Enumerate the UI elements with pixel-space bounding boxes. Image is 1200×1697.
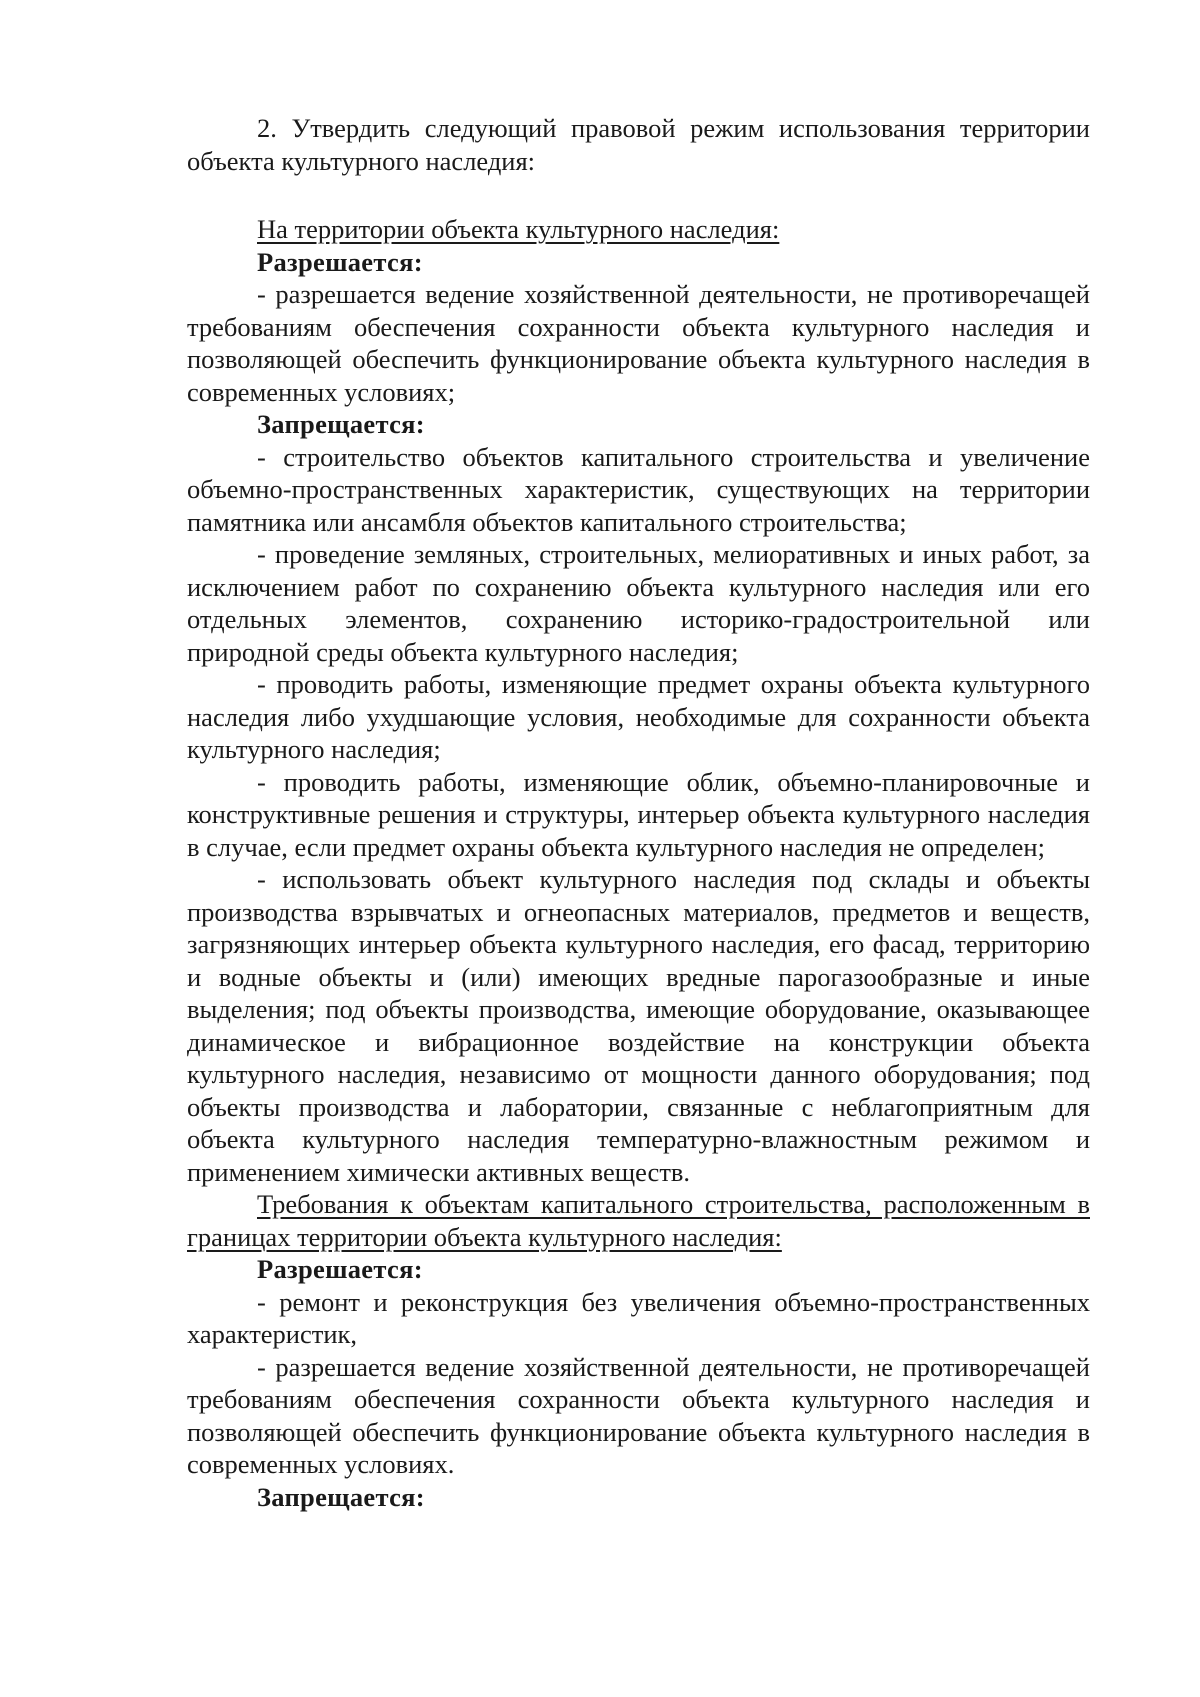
section1-allowed-item: - разрешается ведение хозяйственной деятельности, не противоречащей требованиям обеспечения сохранности объекта культурного наследия и позволяющей обеспечить функционирование объекта культурного наследия в современных условиях;	[187, 279, 1090, 407]
spacer	[187, 177, 1090, 213]
section2-allowed-item: - ремонт и реконструкция без увеличения объемно-пространственных характеристик,	[187, 1286, 1090, 1349]
section1-forbidden-item: - проводить работы, изменяющие облик, объемно-планировочные и конструктивные решения и структуры, интерьер объекта культурного наследия в случае, если предмет охраны объекта культурного наследия не определен;	[187, 766, 1090, 862]
intro-paragraph: 2. Утвердить следующий правовой режим использования территории объекта культурного наследия:	[187, 113, 1090, 176]
section1-forbidden-item: - проведение земляных, строительных, мелиоративных и иных работ, за исключением работ по сохранению объекта культурного наследия или его отдельных элементов, сохранению историко-градостроительной или природной среды объекта культурного наследия;	[187, 539, 1090, 667]
section2-allowed-label: Разрешается:	[257, 1254, 423, 1284]
section1-heading	[187, 213, 1090, 246]
section2-heading-text: Требования к объектам капитального строительства, расположенным в границах территории объекта культурного наследия:	[187, 1189, 1090, 1252]
section1-forbidden-label: Запрещается:	[257, 409, 425, 439]
section1-forbidden-item: - проводить работы, изменяющие предмет охраны объекта культурного наследия либо ухудшающие условия, необходимые для сохранности объекта культурного наследия;	[187, 669, 1090, 764]
section1-allowed-label: Разрешается:	[257, 246, 423, 277]
section1-forbidden-item: - строительство объектов капитального строительства и увеличение объемно-пространственных характеристик, существующих на территории памятника или ансамбля объектов капитального строительства;	[187, 441, 1090, 537]
section2-heading	[187, 1188, 1090, 1253]
section1-heading-text: На территории объекта культурного наследия:	[257, 214, 780, 244]
section2-forbidden-label: Запрещается:	[257, 1481, 425, 1512]
section2-allowed-item: - разрешается ведение хозяйственной деятельности, не противоречащей требованиям обеспечения сохранности объекта культурного наследия и позволяющей обеспечить функционирование объекта культурного наследия в современных условиях.	[187, 1351, 1090, 1479]
section1-forbidden-item: - использовать объект культурного наследия под склады и объекты производства взрывчатых и огнеопасных материалов, предметов и веществ, загрязняющих интерьер объекта культурного наследия, его фасад, территорию и водные объекты и (или) имеющих вредные парогазообразные и иные выделения; под объекты производства, имеющие оборудование, оказывающее динамическое и вибрационное воздействие на конструкции объекта культурного наследия, независимо от мощности данного оборудования; под объекты производства и лаборатории, связанные с неблагоприятным для объекта культурного наследия температурно-влажностным режимом и применением химически активных веществ.	[187, 864, 1090, 1187]
